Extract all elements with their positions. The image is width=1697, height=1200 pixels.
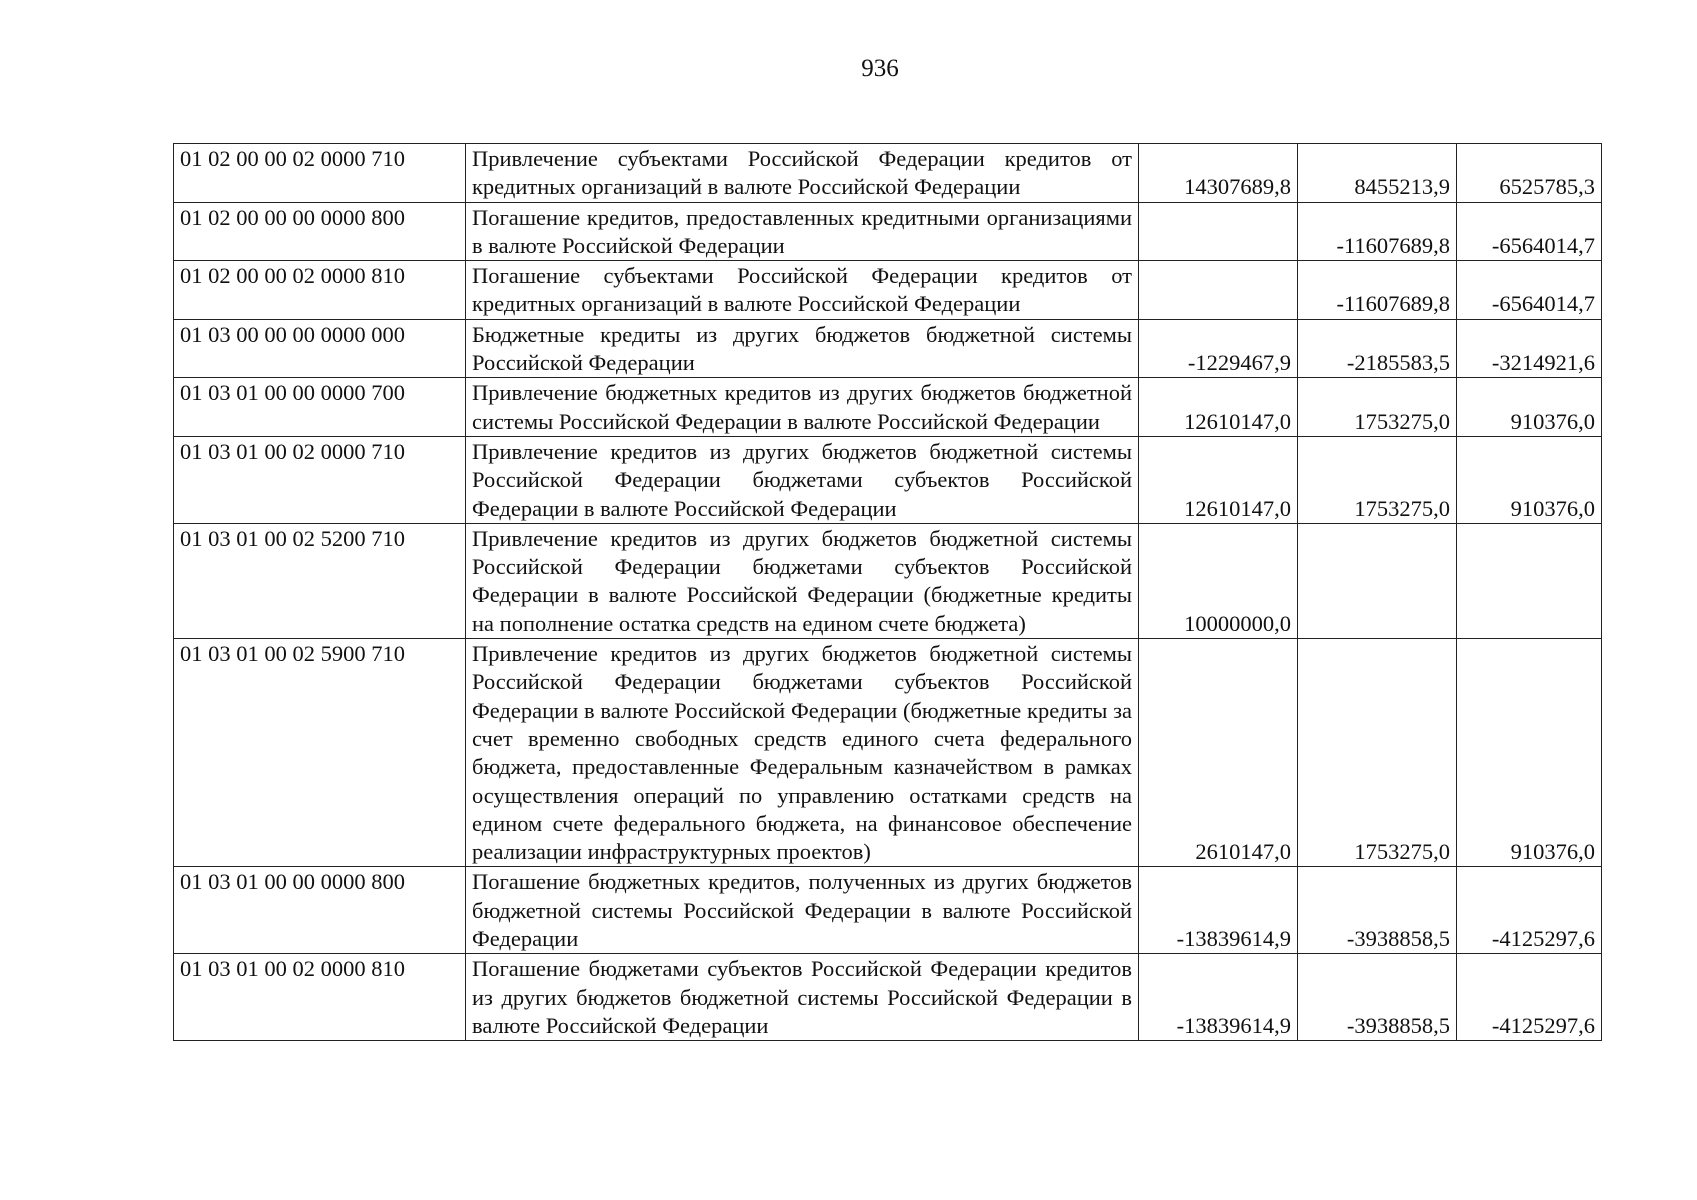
amount-year-3-cell: 910376,0 xyxy=(1457,378,1602,437)
page-number: 936 xyxy=(861,55,899,82)
budget-code-cell: 01 02 00 00 00 0000 800 xyxy=(174,202,466,261)
amount-year-2-cell: 8455213,9 xyxy=(1298,144,1457,203)
amount-year-2-cell: -3938858,5 xyxy=(1298,867,1457,954)
budget-code-cell: 01 03 00 00 00 0000 000 xyxy=(174,319,466,378)
budget-code-cell: 01 03 01 00 02 0000 810 xyxy=(174,954,466,1041)
amount-year-1-cell xyxy=(1139,261,1298,320)
budget-code-cell: 01 03 01 00 02 0000 710 xyxy=(174,436,466,523)
amount-year-3-cell: 910376,0 xyxy=(1457,639,1602,867)
amount-year-1-cell: 2610147,0 xyxy=(1139,639,1298,867)
description-cell: Привлечение кредитов из других бюджетов бюджетной системы Российской Федерации бюджетами субъектов Российской Федерации в валюте Российской Федерации (бюджетные кредиты на пополнение остатка средств на едином счете бюджета) xyxy=(466,523,1139,638)
amount-year-2-cell: -11607689,8 xyxy=(1298,261,1457,320)
description-cell: Погашение субъектами Российской Федерации кредитов от кредитных организаций в валюте Российской Федерации xyxy=(466,261,1139,320)
budget-sources-table xyxy=(173,143,1602,1041)
description-cell: Погашение бюджетных кредитов, полученных из других бюджетов бюджетной системы Российской Федерации в валюте Российской Федерации xyxy=(466,867,1139,954)
amount-year-3-cell: 910376,0 xyxy=(1457,436,1602,523)
amount-year-2-cell: -2185583,5 xyxy=(1298,319,1457,378)
amount-year-3-cell: -6564014,7 xyxy=(1457,202,1602,261)
amount-year-3-cell: -4125297,6 xyxy=(1457,954,1602,1041)
budget-code-cell: 01 03 01 00 00 0000 700 xyxy=(174,378,466,437)
amount-year-1-cell: 12610147,0 xyxy=(1139,436,1298,523)
amount-year-1-cell: 12610147,0 xyxy=(1139,378,1298,437)
budget-code-cell: 01 03 01 00 02 5200 710 xyxy=(174,523,466,638)
amount-year-3-cell: -4125297,6 xyxy=(1457,867,1602,954)
amount-year-1-cell: 14307689,8 xyxy=(1139,144,1298,203)
amount-year-1-cell: -13839614,9 xyxy=(1139,867,1298,954)
description-cell: Погашение бюджетами субъектов Российской Федерации кредитов из других бюджетов бюджетной системы Российской Федерации в валюте Российской Федерации xyxy=(466,954,1139,1041)
amount-year-2-cell: 1753275,0 xyxy=(1298,639,1457,867)
amount-year-1-cell xyxy=(1139,202,1298,261)
description-cell: Привлечение кредитов из других бюджетов бюджетной системы Российской Федерации бюджетами субъектов Российской Федерации в валюте Российской Федерации xyxy=(466,436,1139,523)
description-cell: Бюджетные кредиты из других бюджетов бюджетной системы Российской Федерации xyxy=(466,319,1139,378)
table-row xyxy=(174,523,1602,638)
table-row xyxy=(174,319,1602,378)
description-cell: Привлечение субъектами Российской Федерации кредитов от кредитных организаций в валюте Российской Федерации xyxy=(466,144,1139,203)
table-row xyxy=(174,954,1602,1041)
description-cell: Привлечение кредитов из других бюджетов бюджетной системы Российской Федерации бюджетами субъектов Российской Федерации в валюте Российской Федерации (бюджетные кредиты за счет временно свободных средств единого счета федерального бюджета, предоставленные Федеральным казначейством в рамках осуществления операций по управлению остатками средств на едином счете федерального бюджета, на финансовое обеспечение реализации инфраструктурных проектов) xyxy=(466,639,1139,867)
amount-year-2-cell: -3938858,5 xyxy=(1298,954,1457,1041)
amount-year-2-cell: 1753275,0 xyxy=(1298,378,1457,437)
amount-year-2-cell: -11607689,8 xyxy=(1298,202,1457,261)
table-row xyxy=(174,261,1602,320)
table-body xyxy=(174,144,1602,1041)
table-row xyxy=(174,639,1602,867)
amount-year-3-cell: -6564014,7 xyxy=(1457,261,1602,320)
table-row xyxy=(174,867,1602,954)
description-cell: Привлечение бюджетных кредитов из других бюджетов бюджетной системы Российской Федерации в валюте Российской Федерации xyxy=(466,378,1139,437)
table-row xyxy=(174,144,1602,203)
table-row xyxy=(174,436,1602,523)
amount-year-1-cell: -1229467,9 xyxy=(1139,319,1298,378)
amount-year-2-cell: 1753275,0 xyxy=(1298,436,1457,523)
budget-code-cell: 01 03 01 00 00 0000 800 xyxy=(174,867,466,954)
budget-code-cell: 01 02 00 00 02 0000 710 xyxy=(174,144,466,203)
amount-year-2-cell xyxy=(1298,523,1457,638)
amount-year-1-cell: -13839614,9 xyxy=(1139,954,1298,1041)
table-row xyxy=(174,378,1602,437)
table-row xyxy=(174,202,1602,261)
amount-year-1-cell: 10000000,0 xyxy=(1139,523,1298,638)
amount-year-3-cell xyxy=(1457,523,1602,638)
budget-code-cell: 01 02 00 00 02 0000 810 xyxy=(174,261,466,320)
amount-year-3-cell: 6525785,3 xyxy=(1457,144,1602,203)
budget-code-cell: 01 03 01 00 02 5900 710 xyxy=(174,639,466,867)
description-cell: Погашение кредитов, предоставленных кредитными организациями в валюте Российской Федерации xyxy=(466,202,1139,261)
amount-year-3-cell: -3214921,6 xyxy=(1457,319,1602,378)
